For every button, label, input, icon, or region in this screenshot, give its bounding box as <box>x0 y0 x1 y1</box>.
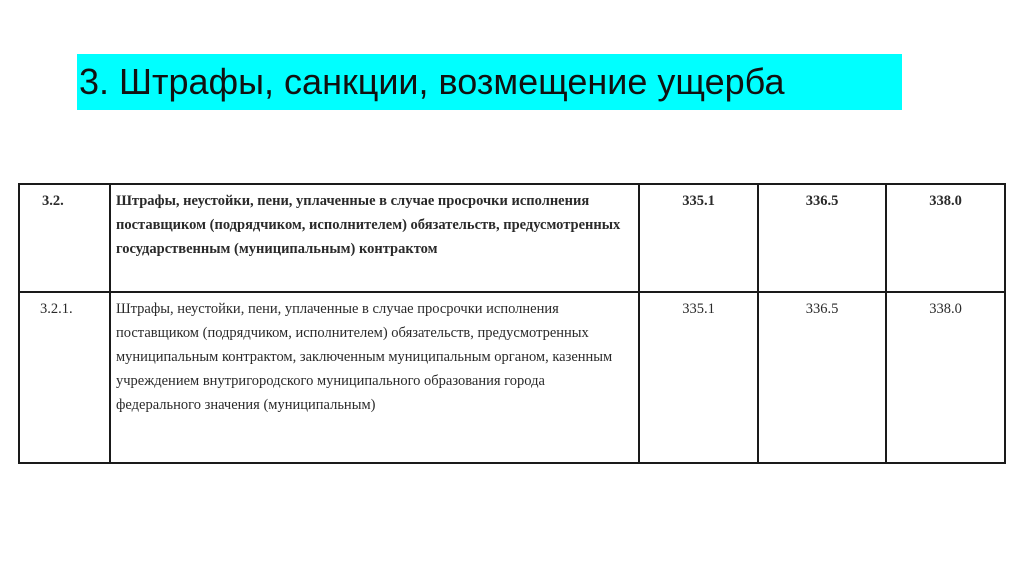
row-value-2: 336.5 <box>758 292 886 463</box>
data-table <box>18 183 1006 464</box>
row-value-3: 338.0 <box>886 292 1005 463</box>
row-value-1: 335.1 <box>639 184 758 292</box>
row-value-2: 336.5 <box>758 184 886 292</box>
table-row <box>19 184 1005 292</box>
row-code: 3.2. <box>19 184 110 292</box>
row-description: Штрафы, неустойки, пени, уплаченные в случае просрочки исполнения поставщиком (подрядчиком, исполнителем) обязательств, предусмотренных государственным (муниципальным) контрактом <box>110 184 639 292</box>
table-row <box>19 292 1005 463</box>
slide-title: 3. Штрафы, санкции, возмещение ущерба <box>77 54 902 110</box>
row-value-1: 335.1 <box>639 292 758 463</box>
row-description: Штрафы, неустойки, пени, уплаченные в случае просрочки исполнения поставщиком (подрядчиком, исполнителем) обязательств, предусмотренных муниципальным контрактом, заключенным муниципальным органом, казенным учреждением внутригородского муниципального образования города федерального значения (муниципальным) <box>110 292 639 463</box>
row-value-3: 338.0 <box>886 184 1005 292</box>
row-code: 3.2.1. <box>19 292 110 463</box>
